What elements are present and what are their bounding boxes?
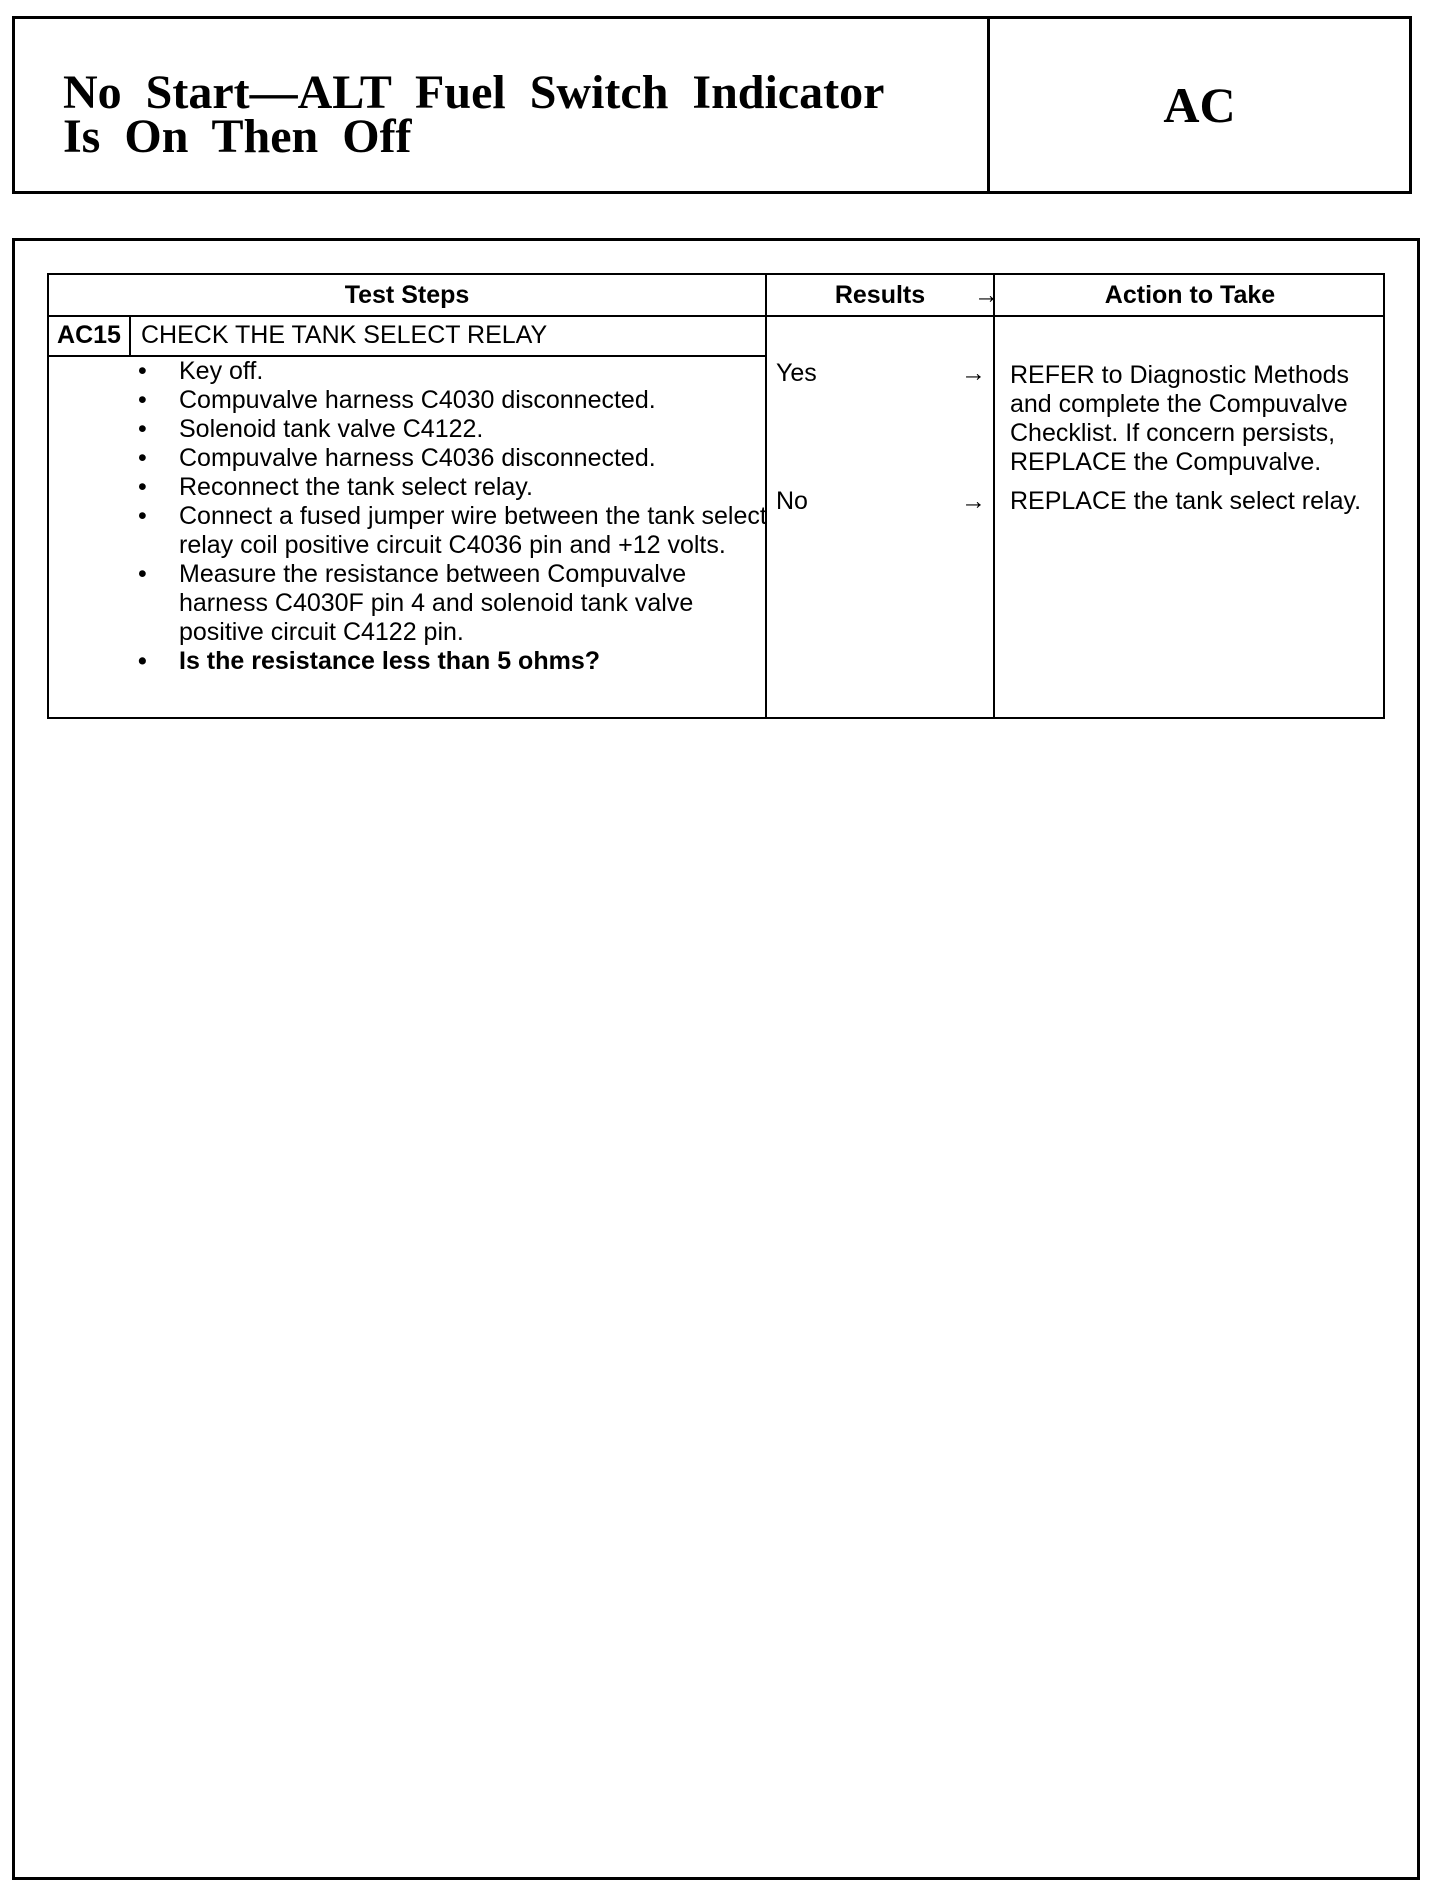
action-no: REPLACE the tank select relay. — [1010, 487, 1362, 515]
step-text: Solenoid tank valve C4122. — [179, 415, 484, 443]
step-text: Key off. — [179, 357, 264, 385]
step-text: Compuvalve harness C4036 disconnected. — [179, 444, 656, 472]
header-results — [767, 275, 993, 315]
list-item — [134, 502, 774, 560]
page-title — [15, 19, 990, 191]
step-id: AC15 — [57, 320, 121, 349]
bullet-icon: • — [138, 502, 147, 530]
header-test-steps: Test Steps — [344, 280, 470, 309]
list-item — [134, 415, 774, 444]
result-no-arrow-icon: → — [961, 487, 986, 515]
section-code: AC — [1163, 77, 1236, 133]
step-text: Reconnect the tank select relay. — [179, 473, 533, 501]
bullet-icon: • — [138, 647, 147, 675]
bullet-icon: • — [138, 473, 147, 501]
list-item-question — [134, 647, 774, 676]
step-list — [134, 357, 774, 676]
result-yes: Yes — [776, 359, 817, 387]
bullet-icon: • — [138, 415, 147, 443]
bullet-icon: • — [138, 386, 147, 414]
result-no: No — [776, 487, 808, 515]
test-steps-table — [47, 273, 1385, 719]
list-item — [134, 560, 774, 647]
step-text: Measure the resistance between Compuvalve harness C4030F pin 4 and solenoid tank valve positive circuit C4122 pin. — [179, 560, 694, 646]
header-action: Action to Take — [1104, 280, 1276, 309]
list-item — [134, 444, 774, 473]
title-line-1: No Start—ALT Fuel Switch Indicator — [63, 66, 885, 119]
bullet-icon: • — [138, 444, 147, 472]
step-id-divider — [129, 315, 131, 355]
bullet-icon: • — [138, 560, 147, 588]
title-line-2: Is On Then Off — [63, 110, 412, 163]
list-item — [134, 357, 774, 386]
header-box — [12, 16, 1412, 194]
step-title: CHECK THE TANK SELECT RELAY — [141, 320, 548, 349]
list-item — [134, 473, 774, 502]
list-item — [134, 386, 774, 415]
bullet-icon: • — [138, 357, 147, 385]
step-text: Connect a fused jumper wire between the tank select relay coil positive circuit C4036 pin and +12 volts. — [179, 502, 767, 559]
step-question: Is the resistance less than 5 ohms? — [179, 647, 600, 675]
header-results-arrow: → — [974, 280, 999, 309]
column-divider — [993, 275, 995, 717]
result-yes-arrow-icon: → — [961, 359, 986, 387]
action-yes: REFER to Diagnostic Methods and complete the Compuvalve Checklist. If concern persists, REPLACE the Compuvalve. — [1010, 361, 1350, 476]
step-text: Compuvalve harness C4030 disconnected. — [179, 386, 656, 414]
header-results-label: Results — [834, 280, 926, 309]
